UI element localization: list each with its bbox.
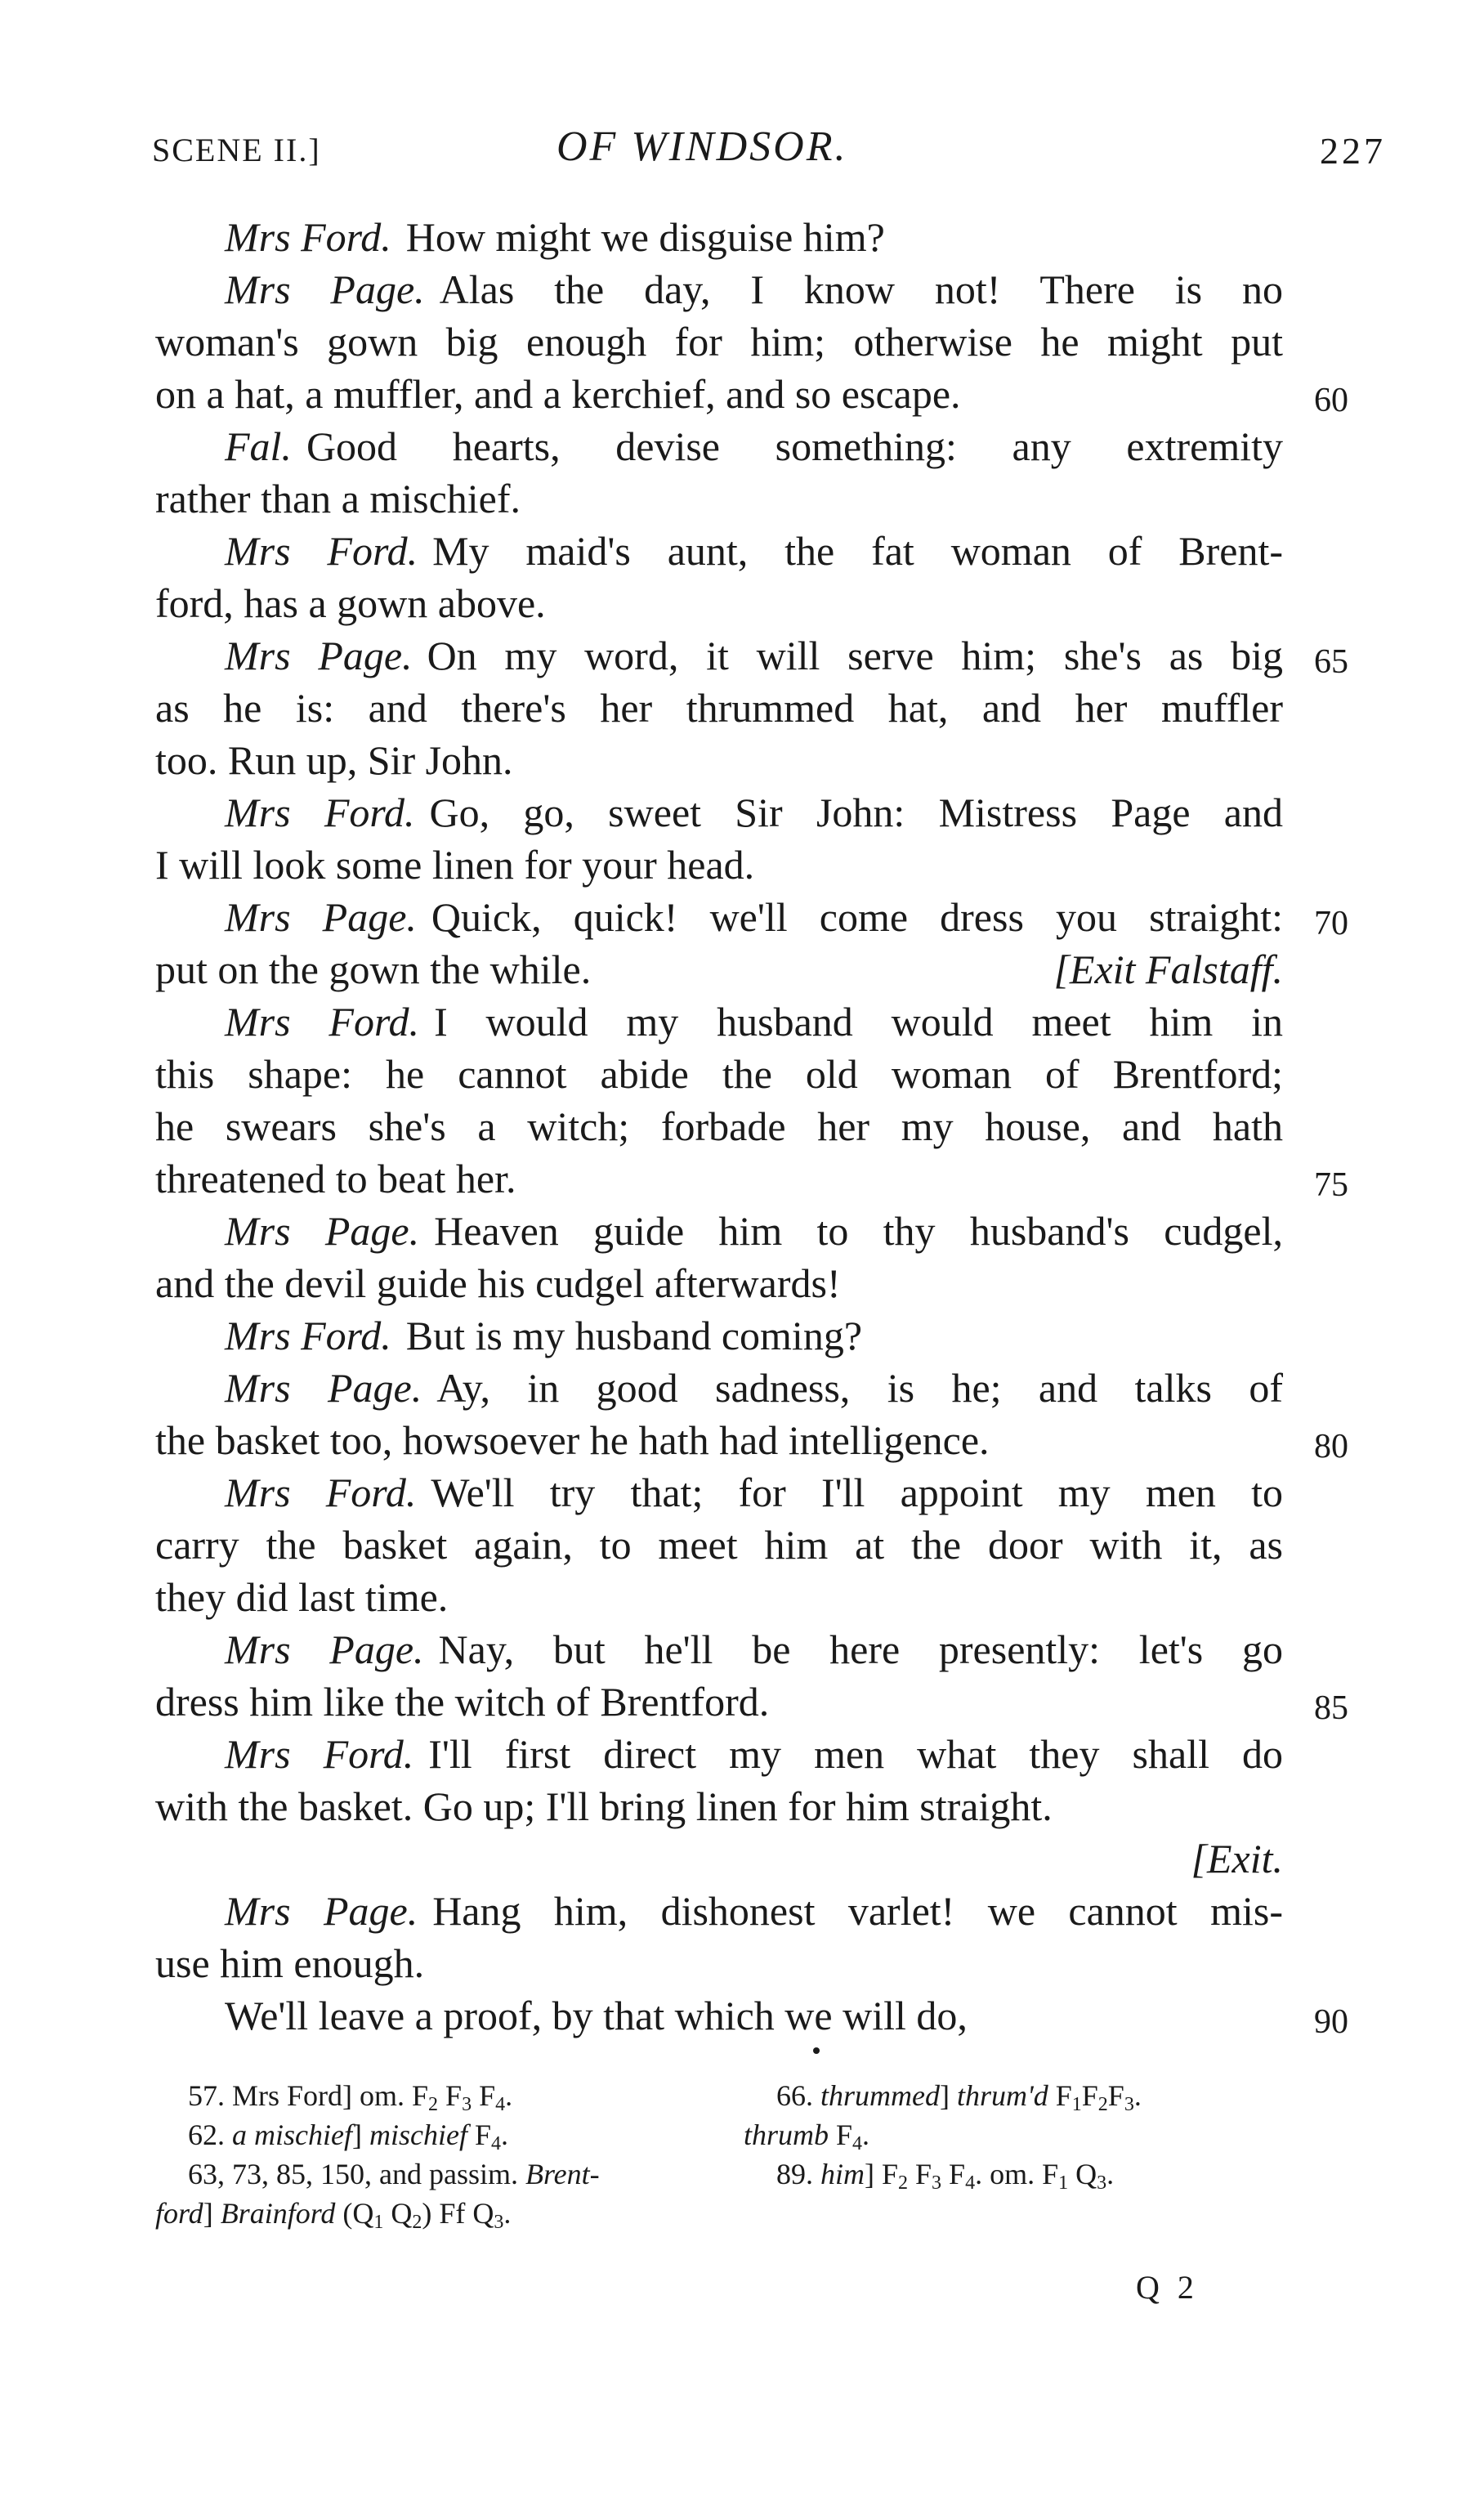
speaker-name: Mrs Ford. <box>225 1731 414 1777</box>
subscript: 2 <box>1097 2094 1108 2115</box>
line-text: On my word, it will serve him; she's as big <box>427 633 1283 678</box>
text-line <box>155 682 1283 734</box>
subscript: 2 <box>412 2212 422 2233</box>
line-text: How might we disguise him? <box>405 214 885 260</box>
footnote-text: Q <box>1068 2158 1097 2190</box>
speaker-name: Mrs Ford. <box>225 528 418 574</box>
stage-direction: [Exit Falstaff. <box>1053 946 1283 992</box>
footnote-italic: a mischief <box>232 2118 352 2151</box>
line-text: threatened to beat her. <box>155 1156 516 1201</box>
line-text: the basket too, howsoever he hath had intelligence. <box>155 1417 990 1463</box>
line-number: 70 <box>1314 905 1348 942</box>
signature-mark: Q 2 <box>1136 2269 1199 2306</box>
text-line <box>155 1414 1348 1466</box>
text-line <box>155 995 1283 1048</box>
footnote-text: ] F <box>865 2158 899 2190</box>
footnote-line <box>744 2076 1299 2115</box>
text-line <box>155 577 1283 629</box>
footnote-text: F <box>467 2118 491 2151</box>
footnote-text: F <box>908 2158 932 2190</box>
footnote-italic: thrumb <box>744 2118 829 2151</box>
text-line <box>155 525 1283 577</box>
subscript: 3 <box>462 2094 472 2115</box>
footnote-text: . <box>862 2118 870 2151</box>
line-number: 90 <box>1314 2003 1348 2041</box>
speaker-name: Mrs Page. <box>225 633 413 678</box>
line-text: too. Run up, Sir John. <box>155 737 513 783</box>
footnote-text: . om. F <box>975 2158 1059 2190</box>
line-text: he swears she's a witch; forbade her my house, and hath <box>155 1103 1283 1149</box>
line-text: We'll leave a proof, by that which we will do, <box>225 1993 968 2038</box>
text-line <box>155 891 1348 943</box>
footnote-line <box>744 2154 1299 2194</box>
text-line <box>155 1309 1283 1362</box>
footnote-line <box>155 2154 719 2194</box>
line-text: rather than a mischief. <box>155 476 521 521</box>
speaker-name: Fal. <box>225 423 292 469</box>
scene-label: SCENE II.] <box>152 132 321 168</box>
text-line <box>155 1571 1283 1623</box>
footnote-text: F <box>438 2079 463 2112</box>
text-line <box>155 943 1283 995</box>
text-line <box>155 1832 1283 1885</box>
footnote-line <box>744 2115 1299 2154</box>
text-line <box>155 1623 1283 1676</box>
footnote-text: . <box>1106 2158 1115 2190</box>
footnote-text: ] <box>203 2197 221 2230</box>
line-text: Alas the day, I know not! There is no <box>439 266 1283 312</box>
subscript: 2 <box>428 2094 439 2115</box>
line-text: and the devil guide his cudgel afterwards! <box>155 1260 841 1306</box>
footnotes-left-column <box>155 2076 719 2233</box>
footnote-text: . <box>1133 2079 1142 2112</box>
line-text: on a hat, a muffler, and a kerchief, and so escape. <box>155 371 961 417</box>
line-text: I will look some linen for your head. <box>155 842 755 888</box>
text-line <box>155 315 1283 368</box>
play-text <box>155 211 1348 2042</box>
line-text: carry the basket again, to meet him at the door with it, as <box>155 1522 1283 1568</box>
footnote-text: (Q <box>335 2197 374 2230</box>
subscript: 3 <box>932 2172 942 2194</box>
text-line <box>155 1937 1283 1989</box>
printers-dot <box>813 2047 820 2054</box>
line-text: Ay, in good sadness, is he; and talks of <box>436 1365 1283 1411</box>
text-line <box>155 1048 1283 1100</box>
line-text: My maid's aunt, the fat woman of Brent- <box>432 528 1283 574</box>
text-line <box>155 1257 1283 1309</box>
stage-direction: [Exit. <box>1191 1836 1283 1881</box>
text-line <box>155 1989 1348 2042</box>
text-line <box>155 472 1283 525</box>
subscript: 1 <box>373 2212 384 2233</box>
line-text: this shape: he cannot abide the old woman of Brentford; <box>155 1051 1283 1097</box>
line-text: Hang him, dishonest varlet! we cannot mis- <box>432 1888 1283 1934</box>
text-line <box>155 1205 1283 1257</box>
speaker-name: Mrs Ford. <box>225 1470 417 1515</box>
footnote-text: ) Ff Q <box>422 2197 494 2230</box>
speaker-name: Mrs Ford. <box>225 214 391 260</box>
text-line <box>155 1100 1283 1152</box>
text-line <box>155 1885 1283 1937</box>
subscript: 4 <box>965 2172 976 2194</box>
running-title: OF WINDSOR. <box>556 123 848 170</box>
speaker-name: Mrs Ford. <box>225 1313 391 1358</box>
subscript: 4 <box>852 2133 863 2154</box>
text-line <box>155 1780 1283 1832</box>
line-number: 75 <box>1314 1166 1348 1204</box>
footnote-text: Q <box>383 2197 413 2230</box>
text-line <box>155 368 1348 420</box>
footnote-text: F <box>1107 2079 1124 2112</box>
line-text: Quick, quick! we'll come dress you straight: <box>431 894 1283 940</box>
line-text: I'll first direct my men what they shall do <box>428 1731 1283 1777</box>
line-text: Heaven guide him to thy husband's cudgel, <box>434 1208 1283 1254</box>
subscript: 2 <box>898 2172 909 2194</box>
line-text: But is my husband coming? <box>405 1313 863 1358</box>
footnote-text: 66. <box>776 2079 820 2112</box>
text-line <box>155 263 1283 315</box>
text-line <box>155 839 1283 891</box>
footnote-line <box>155 2115 719 2154</box>
line-text: they did last time. <box>155 1574 449 1620</box>
line-text: as he is: and there's her thrummed hat, and her muffler <box>155 685 1283 731</box>
subscript: 1 <box>1058 2172 1069 2194</box>
footnote-line <box>155 2076 719 2115</box>
footnote-text: 63, 73, 85, 150, and passim. <box>188 2158 525 2190</box>
footnote-italic: Brent- <box>525 2158 600 2190</box>
line-text: ford, has a gown above. <box>155 580 546 626</box>
text-line <box>155 420 1283 472</box>
footnote-italic: Brainford <box>220 2197 336 2230</box>
footnote-text: ] <box>351 2118 369 2151</box>
line-text: put on the gown the while. <box>155 946 592 992</box>
footnote-text: F <box>1048 2079 1072 2112</box>
subscript: 3 <box>494 2212 504 2233</box>
subscript: 4 <box>495 2094 506 2115</box>
speaker-name: Mrs Page. <box>225 1888 418 1934</box>
subscript: 3 <box>1124 2094 1134 2115</box>
line-text: with the basket. Go up; I'll bring linen for him straight. <box>155 1783 1053 1829</box>
text-line <box>155 1728 1283 1780</box>
footnote-text: . <box>505 2079 513 2112</box>
line-text: use him enough. <box>155 1940 425 1986</box>
page-number: 227 <box>1320 130 1386 172</box>
speaker-name: Mrs Page. <box>225 1365 422 1411</box>
footnote-text: 57. Mrs Ford] om. F <box>188 2079 429 2112</box>
footnote-text: 89. <box>776 2158 820 2190</box>
text-line <box>155 1519 1283 1571</box>
text-line <box>155 211 1283 263</box>
speaker-name: Mrs Page. <box>225 1208 420 1254</box>
subscript: 1 <box>1071 2094 1082 2115</box>
subscript: 3 <box>1097 2172 1107 2194</box>
footnote-text: 62. <box>188 2118 232 2151</box>
text-line <box>155 1676 1348 1728</box>
speaker-name: Mrs Page. <box>225 894 417 940</box>
footnote-italic: him <box>820 2158 865 2190</box>
footnote-text: F <box>1081 2079 1098 2112</box>
speaker-name: Mrs Ford. <box>225 790 415 835</box>
footnote-text: . <box>501 2118 508 2151</box>
line-text: Good hearts, devise something: any extremity <box>306 423 1283 469</box>
line-number: 65 <box>1314 643 1348 681</box>
speaker-name: Mrs Ford. <box>225 999 420 1045</box>
line-text: We'll try that; for I'll appoint my men to <box>431 1470 1283 1515</box>
footnote-text: F <box>829 2118 853 2151</box>
footnote-text: ] <box>940 2079 957 2112</box>
running-header <box>152 123 1386 180</box>
footnote-italic: mischief <box>369 2118 467 2151</box>
speaker-name: Mrs Page. <box>225 1626 424 1672</box>
line-number: 85 <box>1314 1689 1348 1727</box>
subscript: 4 <box>491 2133 501 2154</box>
text-line <box>155 1466 1283 1519</box>
line-text: Go, go, sweet Sir John: Mistress Page and <box>429 790 1283 835</box>
footnote-text: F <box>472 2079 496 2112</box>
line-text: woman's gown big enough for him; otherwise he might put <box>155 319 1283 365</box>
text-line <box>155 786 1283 839</box>
text-line <box>155 1362 1283 1414</box>
text-line <box>155 629 1348 682</box>
line-text: I would my husband would meet him in <box>434 999 1283 1045</box>
line-number: 60 <box>1314 382 1348 419</box>
footnote-italic: thrum'd <box>957 2079 1048 2112</box>
line-text: Nay, but he'll be here presently: let's go <box>438 1626 1283 1672</box>
text-line <box>155 734 1283 786</box>
footnote-line <box>155 2194 719 2233</box>
line-number: 80 <box>1314 1428 1348 1465</box>
text-line <box>155 1152 1348 1205</box>
footnote-text: F <box>941 2158 966 2190</box>
speaker-name: Mrs Page. <box>225 266 425 312</box>
line-text: dress him like the witch of Brentford. <box>155 1679 770 1725</box>
footnote-italic: ford <box>155 2197 203 2230</box>
footnote-italic: thrummed <box>820 2079 940 2112</box>
footnotes-right-column <box>744 2076 1299 2194</box>
footnote-text: . <box>503 2197 512 2230</box>
